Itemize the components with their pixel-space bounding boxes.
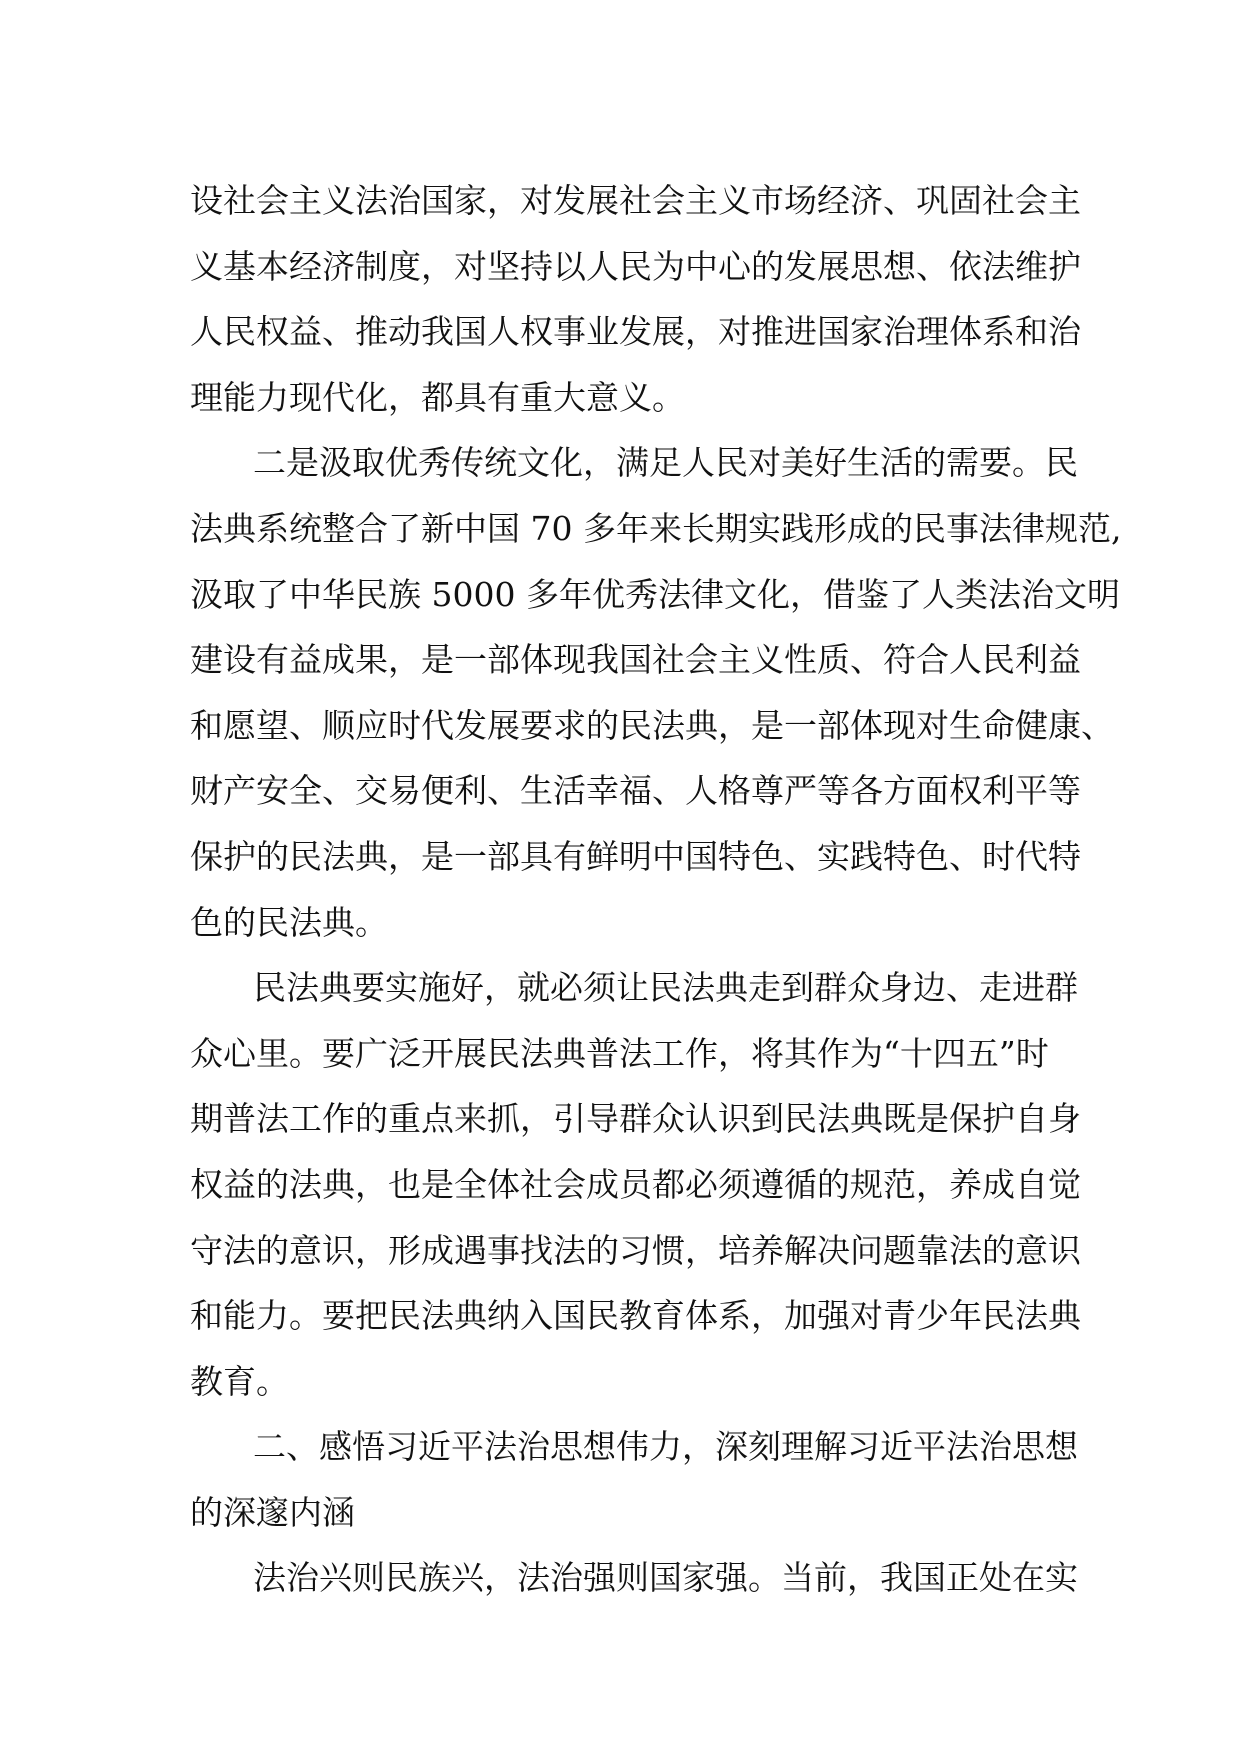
text-line: 权益的法典，也是全体社会成员都必须遵循的规范，养成自觉 (190, 1164, 1081, 1204)
text-line: 义基本经济制度，对坚持以人民为中心的发展思想、依法维护 (190, 246, 1081, 286)
body-text (190, 168, 1122, 1611)
section-heading-line: 二、感悟习近平法治思想伟力，深刻理解习近平法治思想 (253, 1427, 1078, 1467)
text-line: 法典系统整合了新中国 70 多年来长期实践形成的民事法律规范, (190, 508, 1122, 548)
paragraph-first-line: 二是汲取优秀传统文化，满足人民对美好生活的需要。民 (253, 443, 1078, 483)
text-line: 财产安全、交易便利、生活幸福、人格尊严等各方面权利平等 (190, 771, 1081, 811)
text-line: 教育。 (190, 1361, 289, 1401)
text-line: 理能力现代化，都具有重大意义。 (190, 377, 685, 417)
text-line: 和能力。要把民法典纳入国民教育体系，加强对青少年民法典 (190, 1296, 1081, 1336)
paragraph-first-line: 民法典要实施好，就必须让民法典走到群众身边、走进群 (253, 968, 1078, 1008)
text-line: 保护的民法典，是一部具有鲜明中国特色、实践特色、时代特 (190, 836, 1081, 876)
text-line: 色的民法典。 (190, 902, 388, 942)
text-line: 守法的意识，形成遇事找法的习惯，培养解决问题靠法的意识 (190, 1230, 1081, 1270)
text-line: 设社会主义法治国家，对发展社会主义市场经济、巩固社会主 (190, 181, 1081, 220)
text-line: 人民权益、推动我国人权事业发展，对推进国家治理体系和治 (190, 312, 1081, 352)
text-line: 期普法工作的重点来抓，引导群众认识到民法典既是保护自身 (190, 1099, 1081, 1139)
text-line: 和愿望、顺应时代发展要求的民法典，是一部体现对生命健康、 (190, 705, 1114, 745)
paragraph-first-line: 法治兴则民族兴，法治强则国家强。当前，我国正处在实 (253, 1558, 1078, 1598)
text-line: 建设有益成果，是一部体现我国社会主义性质、符合人民利益 (190, 640, 1081, 680)
text-line: 众心里。要广泛开展民法典普法工作，将其作为“十四五”时 (190, 1033, 1049, 1073)
text-line: 汲取了中华民族 5000 多年优秀法律文化，借鉴了人类法治文明 (190, 574, 1120, 614)
section-heading-line: 的深邃内涵 (190, 1492, 355, 1532)
